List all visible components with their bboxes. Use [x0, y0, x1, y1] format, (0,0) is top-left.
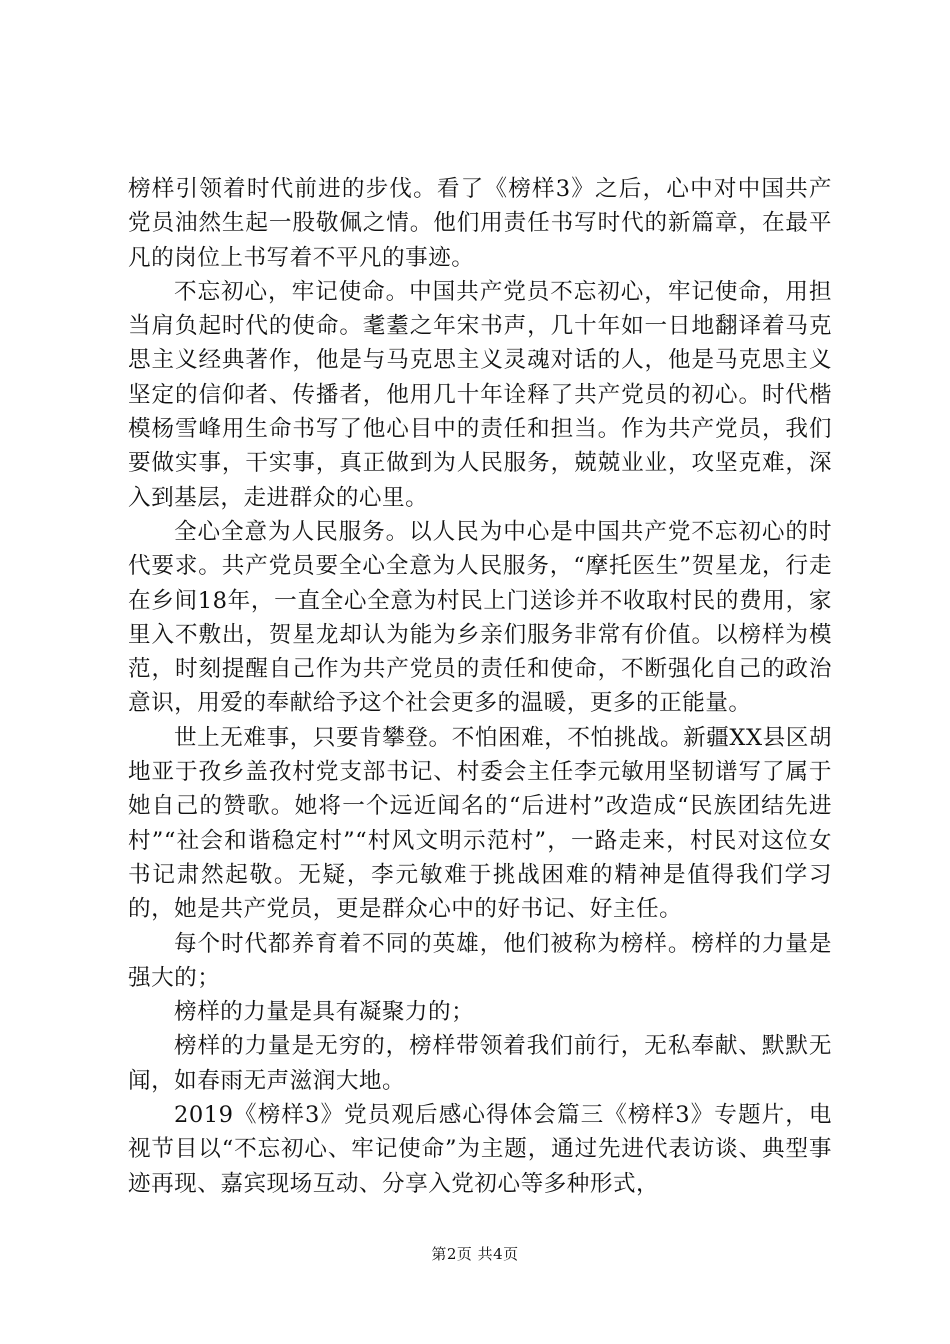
document-body: [128, 172, 832, 1201]
paragraph-6: 榜样的力量是具有凝聚力的；: [174, 999, 475, 1026]
paragraph-4: 世上无难事，只要肯攀登。不怕困难，不怕挑战。新疆XX县区胡地亚于孜乡盖孜村党支部书记、村委会主任李元敏用坚韧谱写了属于她自己的赞歌。她将一个远近闻名的“后进村”改造成“民族团结先进村”“社会和谐稳定村”“村风文明示范村”，一路走来，村民对这位女书记肃然起敬。无疑，李元敏难于挑战困难的精神是值得我们学习的，她是共产党员，更是群众心中的好书记、好主任。: [128, 724, 832, 923]
page-number-label: 第2页 共4页: [431, 1245, 519, 1263]
paragraph-7: 榜样的力量是无穷的，榜样带领着我们前行，无私奉献、默默无闻，如春雨无声滋润大地。: [128, 1033, 832, 1094]
paragraph-1: 榜样引领着时代前进的步伐。看了《榜样3》之后，心中对中国共产党员油然生起一股敬佩之情。他们用责任书写时代的新篇章，在最平凡的岗位上书写着不平凡的事迹。: [128, 176, 832, 271]
page-footer: [0, 1244, 950, 1264]
paragraph-5: 每个时代都养育着不同的英雄，他们被称为榜样。榜样的力量是强大的；: [128, 930, 832, 991]
paragraph-3: 全心全意为人民服务。以人民为中心是中国共产党不忘初心的时代要求。共产党员要全心全意为人民服务，“摩托医生”贺星龙，行走在乡间18年，一直全心全意为村民上门送诊并不收取村民的费用，家里入不敷出，贺星龙却认为能为乡亲们服务非常有价值。以榜样为模范，时刻提醒自己作为共产党员的责任和使命，不断强化自己的政治意识，用爱的奉献给予这个社会更多的温暖，更多的正能量。: [128, 518, 832, 717]
paragraph-8: 2019《榜样3》党员观后感心得体会篇三《榜样3》专题片，电视节目以“不忘初心、牢记使命”为主题，通过先进代表访谈、典型事迹再现、嘉宾现场互动、分享入党初心等多种形式，: [128, 1102, 832, 1197]
paragraph-2: 不忘初心，牢记使命。中国共产党员不忘初心，牢记使命，用担当肩负起时代的使命。耄耋之年宋书声，几十年如一日地翻译着马克思主义经典著作，他是与马克思主义灵魂对话的人，他是马克思主义坚定的信仰者、传播者，他用几十年诠释了共产党员的初心。时代楷模杨雪峰用生命书写了他心目中的责任和担当。作为共产党员，我们要做实事，干实事，真正做到为人民服务，兢兢业业，攻坚克难，深入到基层，走进群众的心里。: [128, 278, 832, 511]
